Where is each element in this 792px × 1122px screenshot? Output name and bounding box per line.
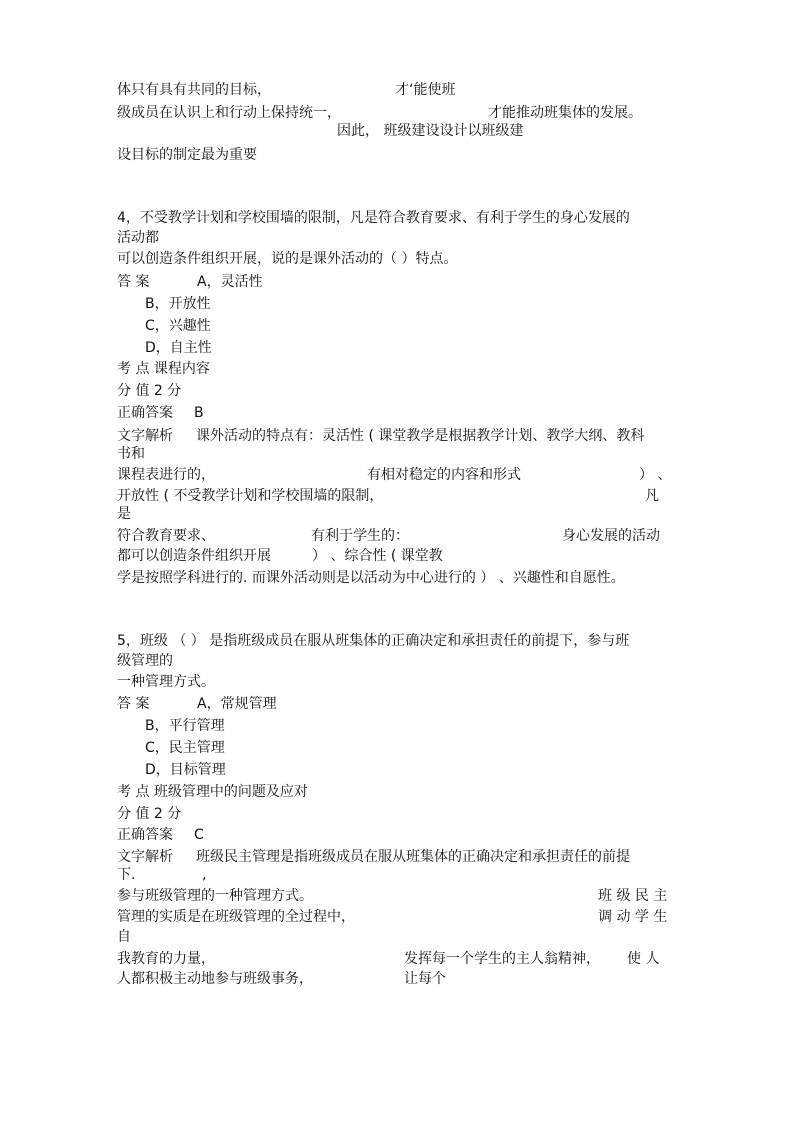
q4-analysis-line-1: 课外活动的特点有：灵活性 ( 课堂教学是根据教学计划、教学大纲、教科 — [196, 428, 645, 444]
q5-analysis-line-3b: 班 级 民 主 — [598, 888, 668, 904]
q4-correct-value: B — [194, 405, 204, 421]
q5-answer-label: 答 案 — [117, 696, 150, 712]
q5-analysis-line-5: 自 — [117, 929, 131, 945]
q5-analysis-line-6a: 我教育的力量， — [117, 951, 215, 967]
q5-analysis-line-3a: 参与班级管理的一种管理方式。 — [117, 888, 313, 904]
q5-kaodian: 考 点 班级管理中的问题及应对 — [117, 784, 308, 800]
q5-stem-line-2: 级管理的 — [117, 653, 173, 669]
q5-option-d: D，目标管理 — [145, 762, 226, 778]
intro-line-1b: 才‘能使班 — [395, 82, 456, 98]
intro-line-3: 因此， 班级建设设计以班级建 — [337, 123, 524, 139]
q4-analysis-line-4b: 凡 — [645, 488, 659, 504]
q5-analysis-line-2b: , — [202, 867, 207, 883]
q5-option-a: A，常规管理 — [197, 696, 277, 712]
q4-option-a: A，灵活性 — [197, 274, 263, 290]
q4-answer-label: 答 案 — [117, 274, 150, 290]
q5-analysis-line-2: 下. — [117, 867, 136, 883]
intro-line-2a: 级成员在认识上和行动上保持统一， — [117, 105, 341, 121]
q4-option-b: B，开放性 — [145, 296, 211, 312]
q4-analysis-line-6a: 符合教育要求、 — [117, 528, 215, 544]
q4-analysis-label: 文字解析 — [117, 428, 173, 444]
intro-line-1a: 体只有具有共同的目标， — [117, 82, 271, 98]
q4-kaodian: 考 点 课程内容 — [117, 361, 210, 377]
q5-correct-label: 正确答案 — [117, 827, 173, 843]
q4-analysis-line-8: 学是按照学科进行的. 而课外活动则是以活动为中心进行的 ） 、兴趣性和自愿性。 — [117, 570, 625, 586]
q4-analysis-line-7b: ） 、综合性 ( 课堂教 — [312, 548, 443, 564]
q4-analysis-line-3c: ） 、 — [639, 467, 672, 483]
q4-score: 分 值 2 分 — [117, 383, 182, 399]
q4-analysis-line-3b: 有相对稳定的内容和形式 — [367, 467, 521, 483]
q4-stem-line-3: 可以创造条件组织开展，说的是课外活动的（ ）特点。 — [117, 251, 458, 267]
intro-line-2b: 才能推动班集体的发展。 — [488, 105, 642, 121]
q4-option-c: C，兴趣性 — [145, 318, 211, 334]
q4-analysis-line-6c: 身心发展的活动 — [562, 528, 660, 544]
q5-analysis-line-4a: 管理的实质是在班级管理的全过程中， — [117, 909, 355, 925]
q5-analysis-label: 文字解析 — [117, 849, 173, 865]
q5-analysis-line-6c: 使 人 — [627, 951, 660, 967]
q4-analysis-line-4a: 开放性 ( 不受教学计划和学校围墙的限制， — [117, 488, 384, 504]
q5-option-b: B，平行管理 — [145, 718, 225, 734]
q4-analysis-line-5: 是 — [117, 506, 131, 522]
intro-line-4: 设目标的制定最为重要 — [117, 147, 257, 163]
q5-analysis-line-7a: 人都积极主动地参与班级事务， — [117, 971, 313, 987]
q4-stem-line-1: 4，不受教学计划和学校围墙的限制，凡是符合教育要求、有利于学生的身心发展的 — [117, 210, 630, 226]
q5-analysis-line-1: 班级民主管理是指班级成员在服从班集体的正确决定和承担责任的前提 — [196, 849, 630, 865]
q5-stem-line-1: 5，班级 （ ） 是指班级成员在服从班集体的正确决定和承担责任的前提下，参与班 — [117, 633, 630, 649]
q4-correct-label: 正确答案 — [117, 405, 173, 421]
q4-option-d: D，自主性 — [145, 340, 212, 356]
q4-analysis-line-2: 书和 — [117, 446, 145, 462]
q4-analysis-line-3a: 课程表进行的， — [117, 467, 215, 483]
q4-analysis-line-6b: 有利于学生的： — [311, 528, 409, 544]
q5-correct-value: C — [194, 827, 204, 843]
q4-analysis-line-7a: 都可以创造条件组织开展 — [117, 548, 271, 564]
q5-score: 分 值 2 分 — [117, 806, 182, 822]
q5-analysis-line-7b: 让每个 — [404, 971, 446, 987]
q5-analysis-line-4b: 调 动 学 生 — [598, 909, 668, 925]
q5-stem-line-3: 一种管理方式。 — [117, 674, 215, 690]
q5-option-c: C，民主管理 — [145, 740, 225, 756]
q4-stem-line-2: 活动都 — [117, 230, 159, 246]
q5-analysis-line-6b: 发挥每一个学生的主人翁精神， — [404, 951, 600, 967]
